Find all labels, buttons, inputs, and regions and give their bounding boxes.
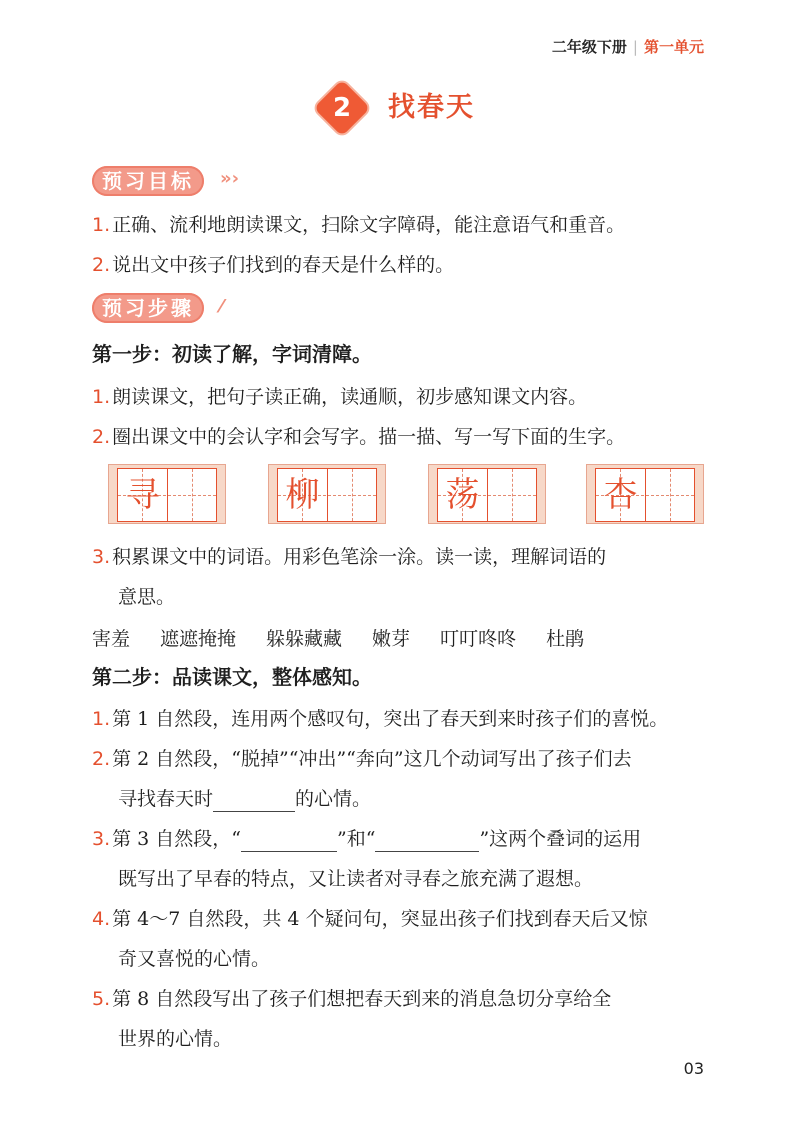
step2-item-3: 3. 第 3 自然段，“ ”和“ ”这两个叠词的运用: [92, 828, 642, 850]
page-header: [552, 36, 704, 57]
vocab-list: [92, 626, 614, 652]
header-divider: |: [632, 38, 638, 56]
step2-item-4: 4. 第 4～7 自然段，共 4 个疑问句，突显出孩子们找到春天后又惊: [92, 908, 648, 930]
grid-character: 荡: [445, 475, 480, 515]
grid-character: 柳: [285, 475, 320, 515]
slash-decor-icon: ⁄: [220, 296, 224, 317]
fill-blank[interactable]: [213, 793, 295, 812]
step2-item-2-cont: 寻找春天时 的心情。: [118, 788, 372, 810]
lesson-title: 找春天: [388, 92, 475, 123]
step2-item-4-cont: 奇又喜悦的心情。: [118, 948, 271, 970]
character-grid-3: [428, 464, 546, 524]
step1-item-1: 1. 朗读课文，把句子读正确，读通顺，初步感知课文内容。: [92, 386, 588, 408]
step2-item-2: 2. 第 2 自然段，“脱掉”“冲出”“奔向”这几个动词写出了孩子们去: [92, 748, 632, 770]
step1-item-3-cont: 意思。: [118, 586, 176, 608]
character-grid-2: [268, 464, 386, 524]
unit-label: 第一单元: [643, 38, 704, 56]
step2-title: 第二步：品读课文，整体感知。: [92, 665, 372, 689]
goal-item-1: 1. 正确、流利地朗读课文，扫除文字障碍，能注意语气和重音。: [92, 214, 626, 236]
page-number: 03: [683, 1059, 704, 1078]
lesson-number: 2: [332, 93, 352, 123]
vocab-word: 躲躲藏藏: [266, 628, 343, 650]
character-grid-1: [108, 464, 226, 524]
fill-blank[interactable]: [375, 833, 479, 852]
vocab-word: 叮叮咚咚: [440, 628, 517, 650]
step2-item-3-cont: 既写出了早春的特点，又让读者对寻春之旅充满了遐想。: [118, 868, 594, 890]
vocab-word: 害羞: [92, 628, 131, 650]
grid-character: 寻: [125, 475, 160, 515]
step2-item-5: 5. 第 8 自然段写出了孩子们想把春天到来的消息急切分享给全: [92, 988, 612, 1010]
fill-blank[interactable]: [241, 833, 337, 852]
goal-item-2: 2. 说出文中孩子们找到的春天是什么样的。: [92, 254, 455, 276]
grade-label: 二年级下册: [551, 38, 627, 56]
step1-item-2: 2. 圈出课文中的会认字和会写字。描一描、写一写下面的生字。: [92, 426, 626, 448]
vocab-word: 嫩芽: [372, 628, 411, 650]
preview-goals-tag: 预习目标: [92, 166, 204, 196]
step1-title: 第一步：初读了解，字词清障。: [92, 342, 372, 366]
character-grid-4: [586, 464, 704, 524]
lesson-title-row: [0, 82, 800, 138]
step2-item-5-cont: 世界的心情。: [118, 1028, 233, 1050]
step2-item-1: 1. 第 1 自然段，连用两个感叹句，突出了春天到来时孩子们的喜悦。: [92, 708, 669, 730]
step1-item-3: 3. 积累课文中的词语。用彩色笔涂一涂。读一读，理解词语的: [92, 546, 607, 568]
double-chevron-icon: »›: [220, 168, 240, 189]
vocab-word: 遮遮掩掩: [160, 628, 237, 650]
preview-steps-tag: 预习步骤: [92, 293, 204, 323]
vocab-word: 杜鹃: [546, 628, 585, 650]
grid-character: 杏: [603, 475, 638, 515]
